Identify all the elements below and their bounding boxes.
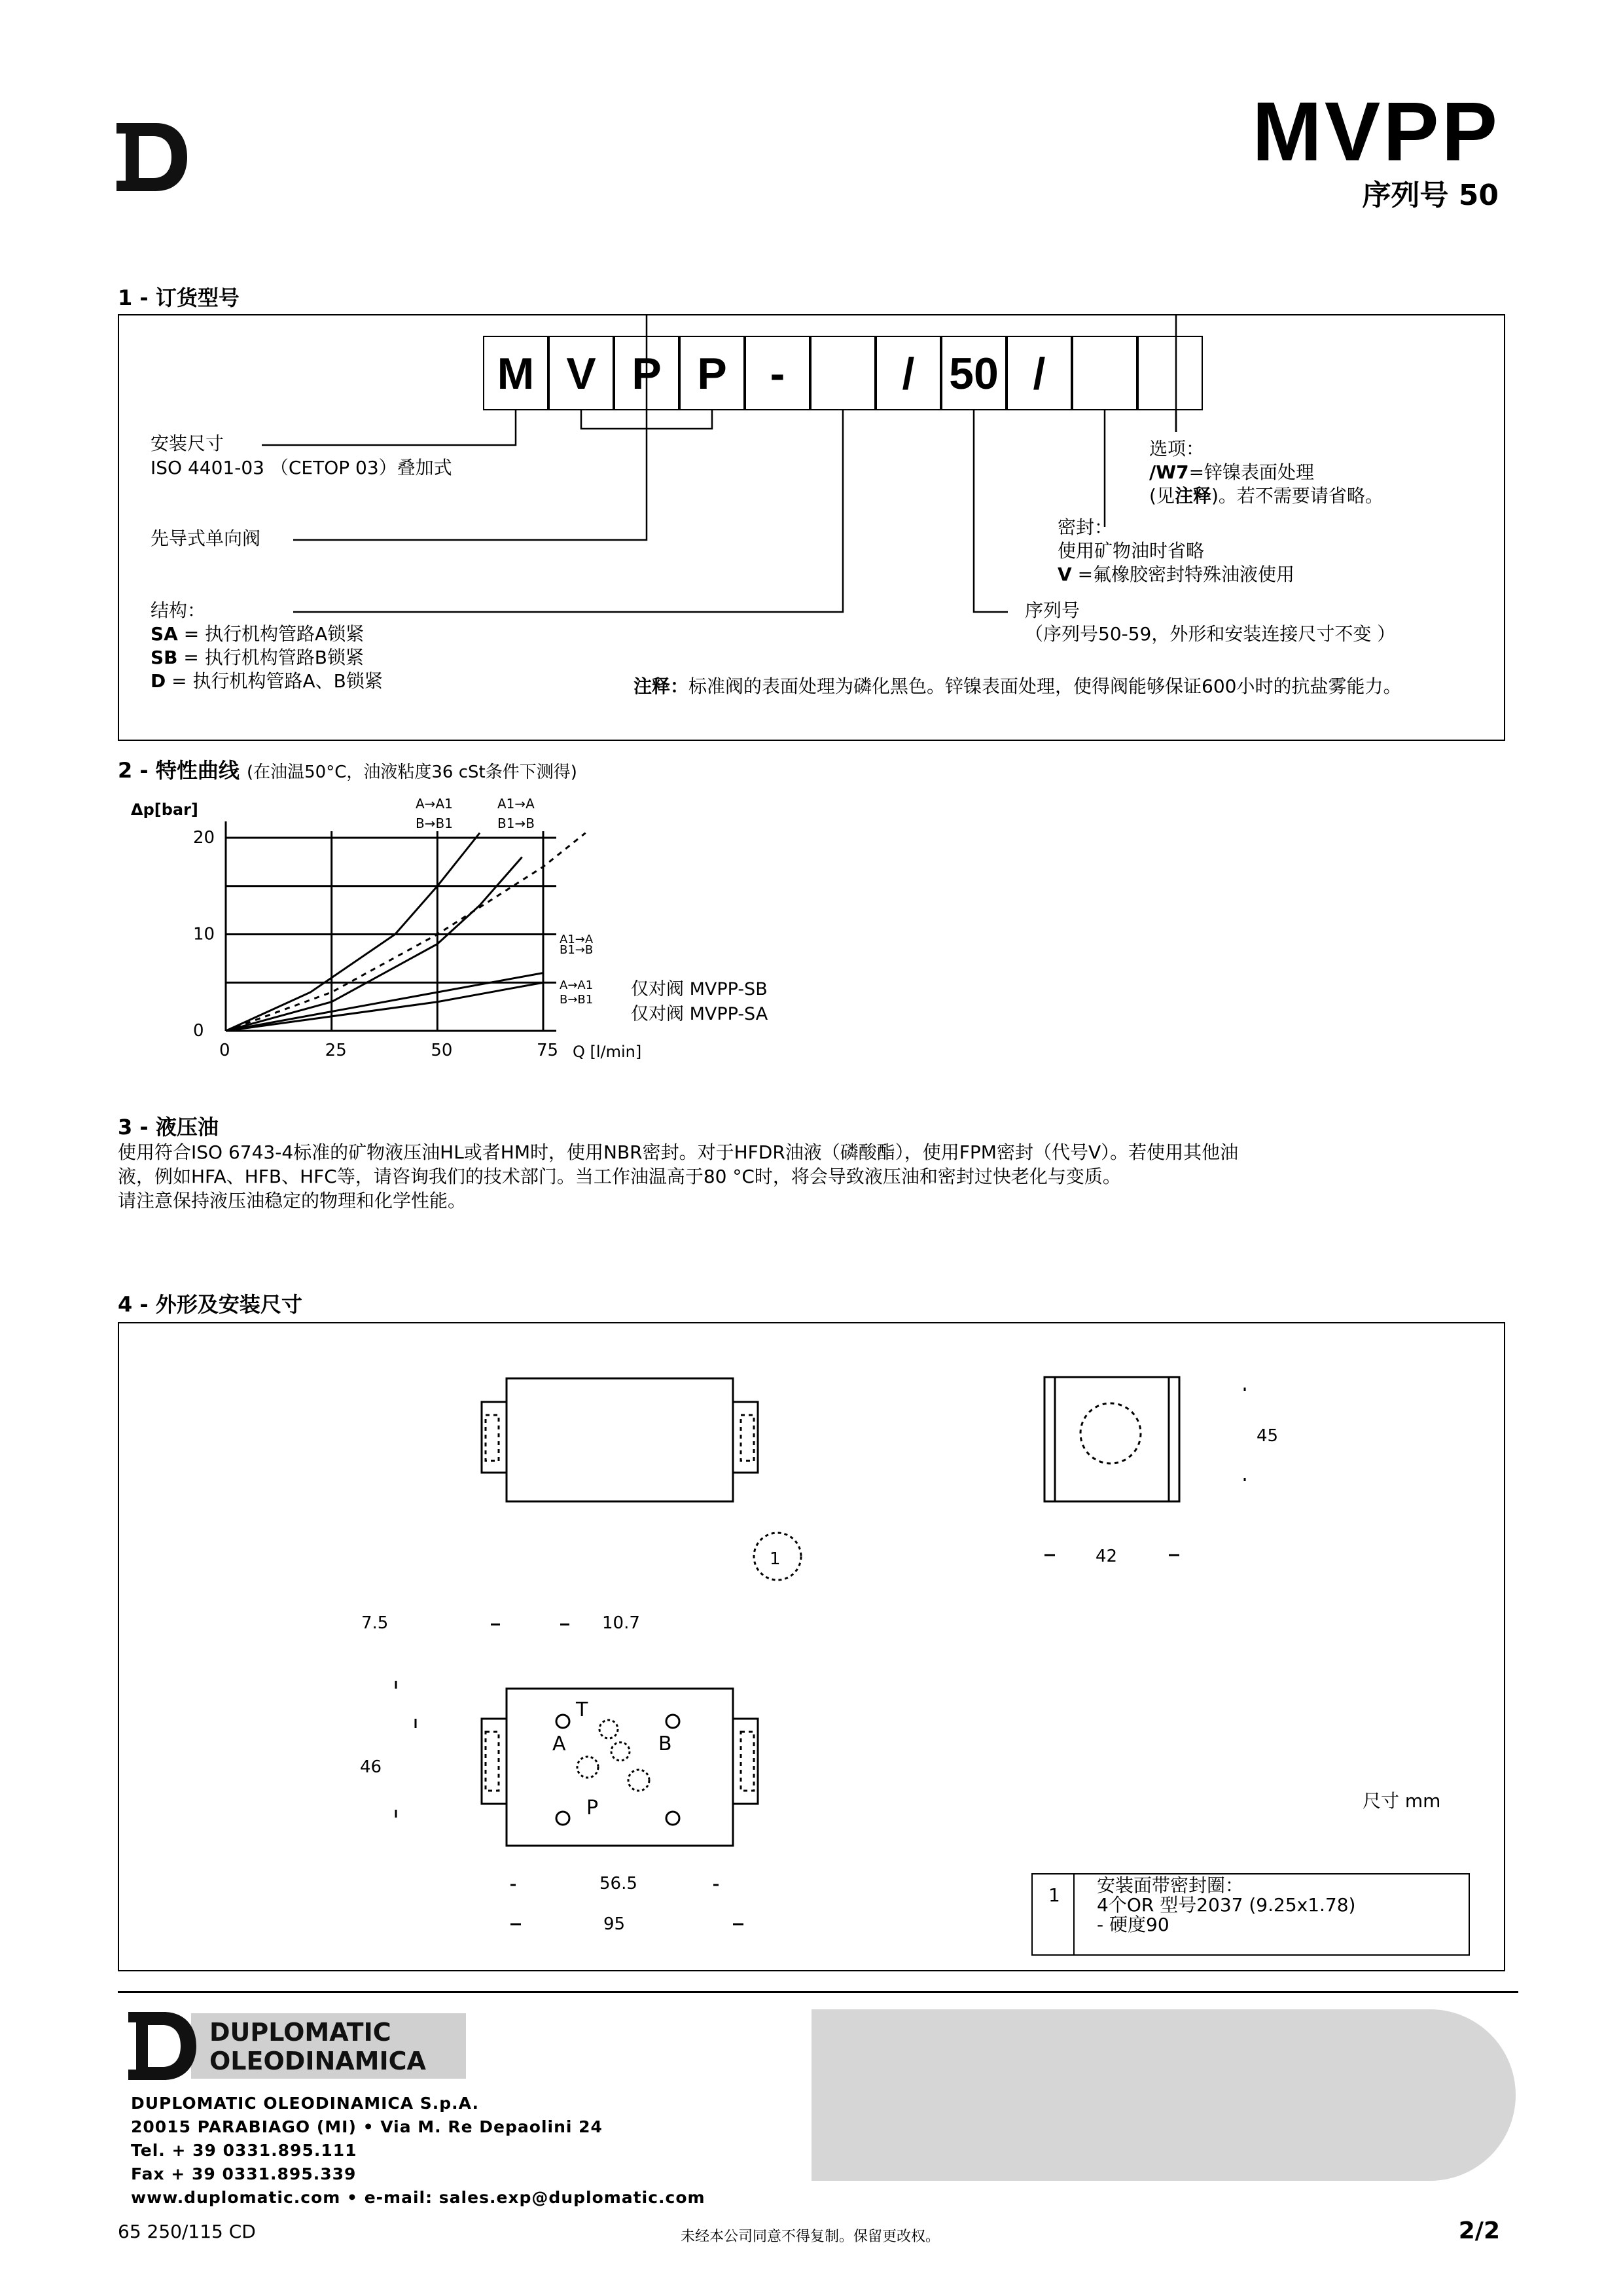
dim-46: 46 bbox=[360, 1757, 382, 1777]
section1-title: 1 - 订货型号 bbox=[118, 285, 240, 310]
y-axis-label: Δp[bar] bbox=[131, 800, 198, 819]
doc-code: 65 250/115 CD bbox=[118, 2221, 256, 2242]
fluid-line: 使用符合ISO 6743-4标准的矿物液压油HL或者HM时，使用NBR密封。对于HFDR油液（磷酸酯），使用FPM密封（代号V）。若使用其他油 bbox=[118, 1141, 1239, 1163]
serial-label: 序列号 bbox=[1025, 600, 1080, 621]
chart-curve bbox=[226, 982, 543, 1031]
company-fax: Fax + 39 0331.895.339 bbox=[131, 2164, 357, 2183]
seal-viton: V =氟橡胶密封特殊油液使用 bbox=[1058, 564, 1295, 585]
code-cell: P bbox=[614, 336, 679, 410]
chart-label-sb: 仅对阀 MVPP-SB bbox=[631, 979, 768, 999]
structure-label: 结构： bbox=[151, 600, 206, 621]
port-label: A bbox=[552, 1732, 566, 1755]
mount-value: ISO 4401-03 （CETOP 03）叠加式 bbox=[151, 457, 452, 478]
mount-label: 安装尺寸 bbox=[151, 433, 224, 454]
y-tick-label: 20 bbox=[193, 828, 215, 848]
chart-label-sa: 仅对阀 MVPP-SA bbox=[631, 1004, 768, 1024]
x-tick-label: 0 bbox=[219, 1041, 230, 1060]
code-cell: P bbox=[679, 336, 745, 410]
page-number: 2/2 bbox=[1458, 2217, 1500, 2244]
dim-95: 95 bbox=[603, 1914, 626, 1934]
fluid-line: 请注意保持液压油稳定的物理和化学性能。 bbox=[118, 1190, 467, 1211]
company-tel: Tel. + 39 0331.895.111 bbox=[131, 2141, 357, 2160]
company-name: DUPLOMATIC OLEODINAMICA S.p.A. bbox=[131, 2094, 479, 2113]
port-label: P bbox=[586, 1797, 599, 1820]
brand-line1: DUPLOMATIC bbox=[209, 2018, 391, 2047]
seal-note-divider bbox=[1073, 1873, 1075, 1956]
brand-line2: OLEODINAMICA bbox=[209, 2047, 426, 2075]
seal-label: 密封： bbox=[1058, 516, 1113, 538]
seal-mineral: 使用矿物油时省略 bbox=[1058, 540, 1205, 562]
side-label: A1→A bbox=[560, 933, 594, 946]
side-label: A→A1 bbox=[560, 978, 594, 992]
fluid-text bbox=[118, 1140, 1518, 1213]
option-w7: /W7=锌镍表面处理 bbox=[1149, 461, 1315, 483]
valve-end-view bbox=[1044, 1377, 1179, 1501]
y-tick-label: 10 bbox=[193, 924, 215, 944]
series-number: 序列号 50 bbox=[1362, 179, 1499, 212]
section3-title: 3 - 液压油 bbox=[118, 1115, 219, 1139]
x-axis-label: Q [l/min] bbox=[573, 1043, 642, 1061]
x-tick-label: 50 bbox=[431, 1041, 453, 1060]
code-cell: / bbox=[876, 336, 941, 410]
surface-note: 注释：标准阀的表面处理为磷化黑色。锌镍表面处理，使得阀能够保证600小时的抗盐雾能力。 bbox=[633, 675, 1402, 697]
legend-label: A→A1 bbox=[416, 796, 453, 812]
copyright-notice: 未经本公司同意不得复制。保留更改权。 bbox=[681, 2229, 940, 2245]
callout-number: 1 bbox=[770, 1549, 781, 1569]
footer-rule bbox=[118, 1991, 1518, 1993]
seal-note-number: 1 bbox=[1048, 1884, 1060, 1906]
x-tick-label: 75 bbox=[537, 1041, 559, 1060]
legend-label: B→B1 bbox=[416, 816, 453, 831]
option-note: (见注释)。若不需要请省略。 bbox=[1149, 485, 1383, 507]
dim-7-5: 7.5 bbox=[361, 1613, 389, 1633]
code-cell: / bbox=[1007, 336, 1072, 410]
port-label: B bbox=[658, 1732, 672, 1755]
product-title: MVPP bbox=[1252, 85, 1500, 179]
dim-42: 42 bbox=[1096, 1547, 1118, 1566]
section4-title: 4 - 外形及安装尺寸 bbox=[118, 1292, 302, 1317]
duplomatic-logo-icon bbox=[116, 123, 187, 191]
characteristic-curves-chart bbox=[118, 789, 838, 1090]
section2-title: 2 - 特性曲线 (在油温50°C，油液粘度36 cSt条件下测得) bbox=[118, 758, 577, 783]
side-label: B1→B bbox=[560, 943, 594, 957]
dim-56-5: 56.5 bbox=[599, 1874, 637, 1893]
valve-front-view bbox=[507, 1689, 733, 1846]
structure-sa: SA = 执行机构管路A锁紧 bbox=[151, 623, 365, 645]
footer-grey-panel bbox=[812, 2009, 1516, 2181]
seal-note-line: 安装面带密封圈： bbox=[1097, 1874, 1244, 1896]
structure-sb: SB = 执行机构管路B锁紧 bbox=[151, 647, 364, 668]
options-label: 选项： bbox=[1149, 438, 1205, 459]
duplomatic-brand-logo-icon bbox=[128, 2009, 469, 2081]
seal-note-line: 4个OR 型号2037 (9.25x1.78) bbox=[1097, 1894, 1356, 1916]
side-label: B→B1 bbox=[560, 993, 594, 1007]
company-web: www.duplomatic.com • e-mail: sales.exp@duplomatic.com bbox=[131, 2188, 705, 2207]
company-address: 20015 PARABIAGO (MI) • Via M. Re Depaolini 24 bbox=[131, 2117, 603, 2136]
code-cell: M bbox=[483, 336, 548, 410]
units-label: 尺寸 mm bbox=[1363, 1790, 1441, 1812]
code-cell: V bbox=[548, 336, 614, 410]
structure-d: D = 执行机构管路A、B锁紧 bbox=[151, 670, 383, 692]
legend-label: A1→A bbox=[497, 796, 535, 812]
port-label: T bbox=[576, 1698, 588, 1721]
legend-label: B1→B bbox=[497, 816, 535, 831]
code-cell: 50 bbox=[941, 336, 1007, 410]
chart-curve bbox=[226, 833, 586, 1031]
fluid-line: 液，例如HFA、HFB、HFC等，请咨询我们的技术部门。当工作油温高于80 °C时，将会导致液压油和密封过快老化与变质。 bbox=[118, 1166, 1121, 1187]
dim-10-7: 10.7 bbox=[602, 1613, 640, 1633]
serial-text: （序列号50-59，外形和安装连接尺寸不变 ） bbox=[1025, 623, 1396, 645]
valve-type-label: 先导式单向阀 bbox=[151, 528, 261, 549]
footer-company-info bbox=[131, 2092, 705, 2210]
x-tick-label: 25 bbox=[325, 1041, 347, 1060]
code-cell: - bbox=[745, 336, 810, 410]
dim-45: 45 bbox=[1257, 1426, 1279, 1446]
seal-note-line: - 硬度90 bbox=[1097, 1914, 1169, 1935]
valve-top-view bbox=[507, 1378, 733, 1501]
seal-note-text bbox=[1097, 1876, 1355, 1935]
y-tick-label: 0 bbox=[193, 1021, 204, 1041]
